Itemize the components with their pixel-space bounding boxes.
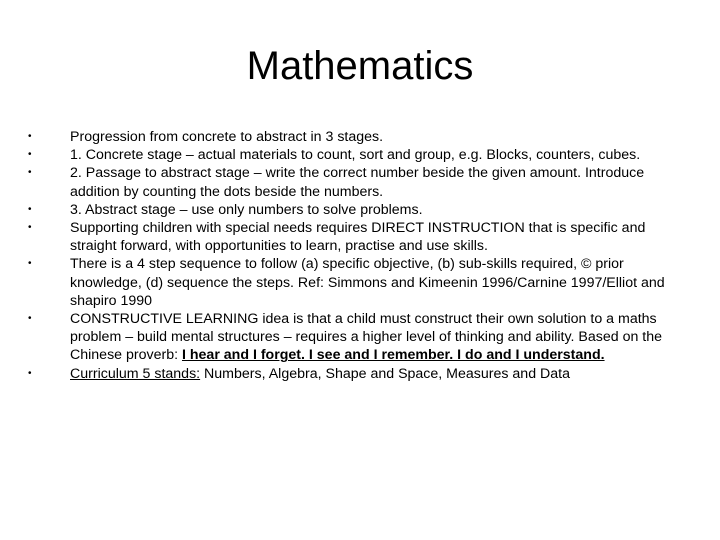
bullet-text	[70, 310, 688, 365]
bullet-list	[28, 128, 688, 383]
bullet-text	[70, 365, 688, 383]
bullet-body: Numbers, Algebra, Shape and Space, Measures and Data	[200, 365, 570, 382]
bullet-text: 3. Abstract stage – use only numbers to solve problems.	[70, 201, 423, 218]
proverb-emphasis: I hear and I forget. I see and I remember. I do and I understand.	[181, 347, 605, 364]
bullet-icon: •	[28, 222, 32, 234]
bullet-text: Supporting children with special needs requires DIRECT INSTRUCTION that is specific and straight forward, with opportunities to learn, practise and use skills.	[70, 220, 646, 255]
bullet-icon: •	[28, 131, 32, 142]
bullet-icon: •	[28, 167, 32, 179]
bullet-item	[28, 255, 688, 310]
bullet-item	[28, 219, 688, 255]
bullet-text: Progression from concrete to abstract in 3 stages.	[70, 129, 384, 145]
bullet-item	[28, 201, 688, 219]
bullet-icon: •	[28, 258, 32, 270]
bullet-item	[28, 365, 688, 383]
bullet-icon: •	[28, 203, 32, 215]
bullet-icon: •	[28, 149, 32, 161]
bullet-item	[28, 164, 688, 200]
bullet-text: 2. Passage to abstract stage – write the correct number beside the given amount. Introduce addition by counting the dots beside the numbers.	[70, 165, 645, 200]
bullet-body: CONSTRUCTIVE LEARNING idea is that a child must construct their own solution to a maths problem – build mental structures – requires a higher level of thinking and ability. Based on the Chinese proverb:	[70, 311, 663, 364]
bullet-icon: •	[28, 313, 32, 325]
bullet-text: There is a 4 step sequence to follow (a) specific objective, (b) sub-skills required, © prior knowledge, (d) sequence the steps. Ref: Simmons and Kimeenin 1996/Carnine 1997/Elliot and shapiro 1990	[70, 256, 665, 309]
slide-title: Mathematics	[246, 44, 474, 88]
curriculum-label: Curriculum 5 stands:	[70, 365, 201, 382]
bullet-icon: •	[28, 367, 32, 379]
bullet-item	[28, 310, 688, 365]
bullet-item	[28, 128, 688, 146]
bullet-item	[28, 146, 688, 164]
bullet-text: 1. Concrete stage – actual materials to count, sort and group, e.g. Blocks, counters, cubes.	[70, 147, 641, 164]
